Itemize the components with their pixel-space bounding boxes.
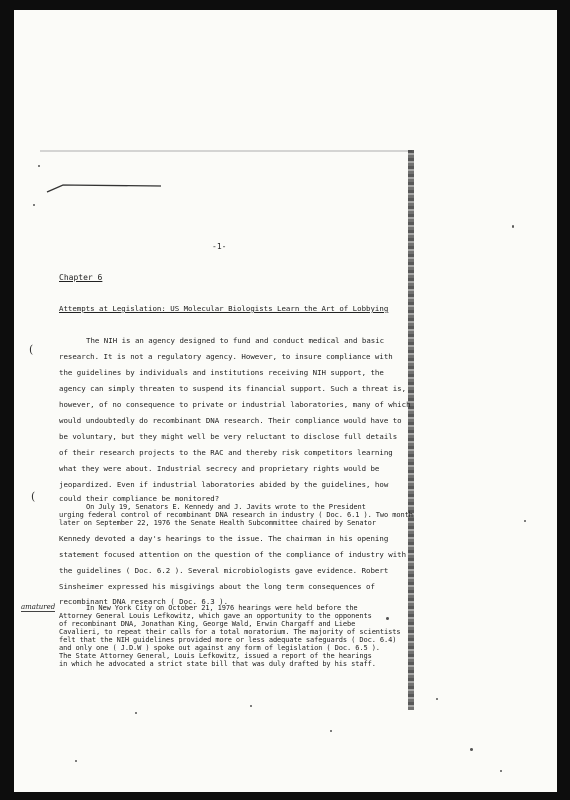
page-number: -1- [212,242,227,251]
scan-speck [524,520,526,522]
insert-line: urging federal control of recombinant DNA research in industry ( Doc. 6.1 ). Two month [59,511,413,519]
text-line: research. It is not a regulatory agency. However, to insure compliance with [59,352,393,361]
scan-speck [330,730,332,732]
scan-speck [250,705,252,707]
copy-edge-right [408,150,414,710]
text-line: recombinant DNA research ( Doc. 6.3 ). [59,597,229,606]
text-line: of their research projects to the RAC and thereby risk competitors learning [59,448,393,457]
text-line: Kennedy devoted a day's hearings to the issue. The chairman in his opening [59,534,389,543]
text-line: be voluntary, but they might well be very reluctant to disclose full details [59,432,398,441]
insert-line: and only one ( J.D.W ) spoke out against any form of legislation ( Doc. 6.5 ). [59,644,380,652]
pen-stroke [45,183,163,193]
text-line: agency can simply threaten to suspend its financial support. Such a threat is, [59,384,407,393]
insert-line: of recombinant DNA, Jonathan King, George Wald, Erwin Chargaff and Liebe [59,620,356,628]
insert-line: The State Attorney General, Louis Lefkowitz, issued a report of the hearings [59,652,372,660]
insert-line: Cavalieri, to repeat their calls for a total moratorium. The majority of scientists [59,628,401,636]
section-title: Attempts at Legislation: US Molecular Biologists Learn the Art of Lobbying [59,304,389,313]
text-line: jeopardized. Even if industrial laboratories abided by the guidelines, how [59,480,389,489]
margin-bracket-mark: ( [31,490,36,503]
text-line: what they were about. Industrial secrecy and proprietary rights would be [59,464,380,473]
insert-line: felt that the NIH guidelines provided more or less adequate safeguards ( Doc. 6.4) [59,636,397,644]
scan-speck [500,770,502,772]
copy-edge-top [40,150,412,152]
insert-line: in which he advocated a strict state bill that was duly drafted by his staff. [59,660,376,668]
scan-speck [386,617,389,620]
insert-line: Attorney General Louis Lefkowitz, which gave an opportunity to the opponents [59,612,372,620]
scan-speck [135,712,137,714]
scan-speck [75,760,77,762]
scan-speck [38,165,40,167]
scan-speck [33,204,35,206]
insert-line: later on September 22, 1976 the Senate Health Subcommittee chaired by Senator [59,519,376,527]
insert-line: On July 19, Senators E. Kennedy and J. Javits wrote to the President [86,503,366,511]
insert-line: In New York City on October 21, 1976 hearings were held before the [86,604,358,612]
text-line: the guidelines by individuals and institutions receiving NIH support, the [59,368,384,377]
scan-speck [470,748,473,751]
text-line: however, of no consequence to private or industrial laboratories, many of which [59,400,411,409]
chapter-heading: Chapter 6 [59,273,103,282]
scan-speck [512,225,514,228]
text-line: would undoubtedly do recombinant DNA research. Their compliance would have to [59,416,402,425]
scan-speck [436,698,438,700]
text-line: The NIH is an agency designed to fund and conduct medical and basic [86,336,385,345]
text-line: Sinsheimer expressed his misgivings about the long term consequences of [59,582,375,591]
text-line: the guidelines ( Doc. 6.2 ). Several microbiologists gave evidence. Robert [59,566,389,575]
margin-bracket-mark: ( [29,343,34,356]
text-line: statement focused attention on the question of the compliance of industry with [59,550,407,559]
text-line: could their compliance be monitored? [59,494,220,503]
handwritten-margin-note: amatured [21,603,56,611]
